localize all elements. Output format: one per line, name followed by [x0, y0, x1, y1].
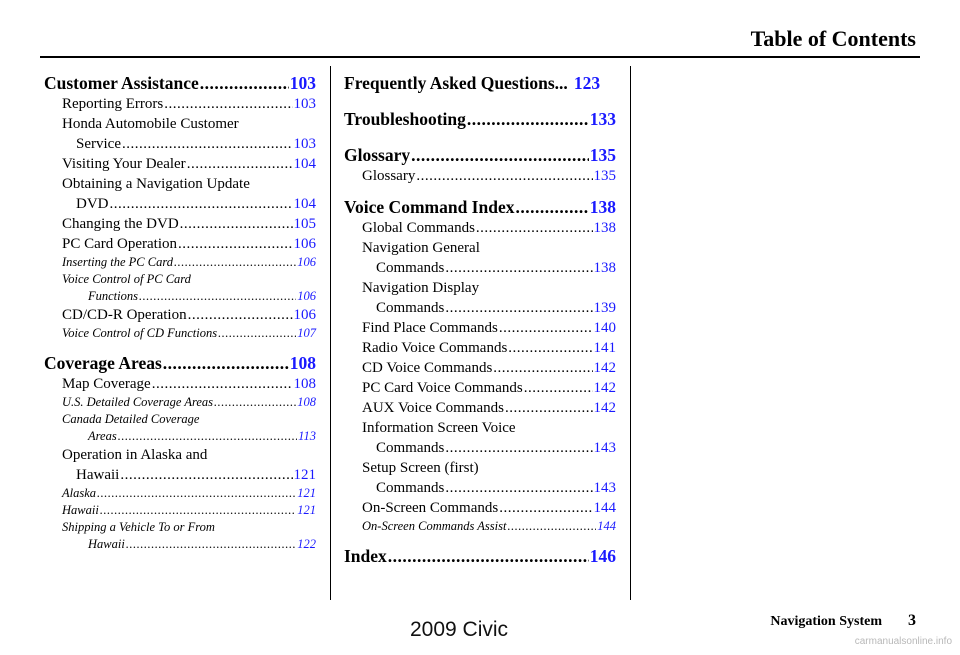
toc-entry-changing-dvd[interactable] — [44, 214, 316, 234]
toc-entry-voice-command-index[interactable] — [344, 196, 616, 218]
toc-label: Global Commands — [362, 220, 475, 236]
toc-label: On-Screen Commands Assist — [362, 519, 507, 533]
toc-label: Functions — [88, 289, 138, 303]
toc-entry-shipping-line1: Shipping a Vehicle To or From — [62, 520, 215, 534]
page-link[interactable]: 108 — [297, 395, 316, 409]
toc-entry-honda-service[interactable] — [44, 134, 316, 154]
leader-dots — [505, 398, 593, 418]
toc-label: Coverage Areas — [44, 353, 162, 373]
page-link[interactable]: 106 — [297, 255, 316, 269]
page-link[interactable]: 108 — [289, 353, 316, 373]
toc-entry-navdisp-line1: Navigation Display — [362, 280, 480, 296]
page-link[interactable]: 108 — [293, 376, 316, 392]
leader-dots — [100, 502, 296, 519]
leader-dots — [164, 94, 292, 114]
toc-entry-setup-commands[interactable] — [344, 478, 616, 498]
toc-label: Areas — [88, 429, 117, 443]
page-link[interactable]: 105 — [293, 216, 316, 232]
toc-label: PC Card Voice Commands — [362, 380, 523, 396]
toc-label: Voice Command Index — [344, 197, 515, 217]
toc-entry-customer-assistance[interactable] — [44, 72, 316, 94]
toc-label: Frequently Asked Questions... — [344, 73, 568, 93]
footer-section-label: Navigation System — [770, 614, 882, 629]
toc-entry-troubleshooting[interactable] — [344, 108, 616, 130]
page-link[interactable]: 103 — [293, 136, 316, 152]
page-title: Table of Contents — [750, 26, 916, 51]
page-link[interactable]: 121 — [293, 467, 316, 483]
page-link[interactable]: 140 — [593, 320, 616, 336]
toc-label: Inserting the PC Card — [62, 255, 173, 269]
page-link[interactable]: 106 — [293, 307, 316, 323]
toc-entry-global-commands[interactable] — [344, 218, 616, 238]
leader-dots — [493, 358, 592, 378]
leader-dots — [152, 374, 293, 394]
leader-dots — [467, 108, 589, 130]
toc-entry-glossary-sub[interactable] — [344, 166, 616, 186]
page-link[interactable]: 103 — [293, 96, 316, 112]
page-link[interactable]: 144 — [593, 500, 616, 516]
toc-left-column — [44, 68, 316, 553]
leader-dots — [445, 258, 592, 278]
model-label: 2009 Civic — [410, 618, 509, 641]
toc-entry-hawaii[interactable] — [44, 502, 316, 519]
leader-dots — [118, 428, 297, 445]
page-link[interactable]: 121 — [297, 486, 316, 500]
toc-label: Map Coverage — [62, 376, 151, 392]
toc-entry-aux-voice[interactable] — [344, 398, 616, 418]
toc-entry-onscreen-assist[interactable] — [344, 518, 616, 535]
page-link[interactable]: 107 — [297, 326, 316, 340]
leader-dots — [476, 218, 593, 238]
toc-entry-navdisp-commands[interactable] — [344, 298, 616, 318]
toc-label: Reporting Errors — [62, 96, 164, 112]
leader-dots — [445, 298, 592, 318]
toc-entry-glossary[interactable] — [344, 144, 616, 166]
leader-dots — [218, 325, 296, 342]
page-link[interactable]: 122 — [297, 537, 316, 551]
page-link[interactable]: 104 — [293, 156, 316, 172]
toc-label: Find Place Commands — [362, 320, 498, 336]
toc-label: Troubleshooting — [344, 109, 466, 129]
page-link[interactable]: 135 — [589, 145, 616, 165]
page-link[interactable]: 142 — [593, 400, 616, 416]
column-divider-left — [330, 66, 331, 600]
leader-dots — [110, 194, 293, 214]
leader-dots — [499, 498, 592, 518]
leader-dots — [180, 214, 293, 234]
toc-label: Glossary — [344, 145, 411, 165]
page-link[interactable]: 106 — [293, 236, 316, 252]
leader-dots — [499, 318, 593, 338]
toc-entry-us-coverage[interactable] — [44, 394, 316, 411]
leader-dots — [214, 394, 296, 411]
leader-dots — [445, 438, 592, 458]
toc-label: Glossary — [362, 168, 416, 184]
toc-entry-visiting-dealer[interactable] — [44, 154, 316, 174]
toc-label: Radio Voice Commands — [362, 340, 508, 356]
toc-entry-voice-pc-line1: Voice Control of PC Card — [62, 272, 191, 286]
page-link[interactable]: 142 — [593, 380, 616, 396]
toc-label: Voice Control of CD Functions — [62, 326, 218, 340]
toc-entry-info-commands[interactable] — [344, 438, 616, 458]
toc-label: Commands — [376, 260, 445, 276]
leader-dots — [120, 465, 292, 485]
leader-dots — [507, 518, 596, 535]
toc-entry-coverage-areas[interactable] — [44, 352, 316, 374]
page-link[interactable]: 141 — [593, 340, 616, 356]
page-link[interactable]: 139 — [593, 300, 616, 316]
leader-dots — [411, 144, 589, 166]
leader-dots — [445, 478, 592, 498]
page-link[interactable]: 142 — [593, 360, 616, 376]
page-link[interactable]: 138 — [593, 260, 616, 276]
leader-dots — [200, 72, 289, 94]
toc-entry-info-line1: Information Screen Voice — [362, 420, 516, 436]
toc-entry-setup-line1: Setup Screen (first) — [362, 460, 479, 476]
leader-dots — [416, 166, 592, 186]
leader-dots — [508, 338, 592, 358]
toc-label: PC Card Operation — [62, 236, 177, 252]
page-link[interactable]: 133 — [589, 109, 616, 129]
toc-label: AUX Voice Commands — [362, 400, 504, 416]
toc-entry-navgen-line1: Navigation General — [362, 240, 480, 256]
toc-label: Hawaii — [88, 537, 125, 551]
toc-entry-canada-line1: Canada Detailed Coverage — [62, 412, 200, 426]
leader-dots — [187, 154, 293, 174]
leader-dots — [515, 196, 588, 218]
toc-label: Changing the DVD — [62, 216, 179, 232]
leader-dots — [126, 536, 296, 553]
column-divider-right — [630, 66, 631, 600]
toc-entry-voice-cd[interactable] — [44, 325, 316, 342]
toc-right-column — [344, 68, 616, 567]
toc-entry-alaska-line1: Operation in Alaska and — [62, 447, 208, 463]
page-link[interactable]: 138 — [589, 197, 616, 217]
toc-label: Commands — [376, 300, 445, 316]
toc-label: Alaska — [62, 486, 97, 500]
page-link[interactable]: 144 — [597, 519, 616, 533]
page-link[interactable]: 135 — [593, 168, 616, 184]
toc-entry-reporting-errors[interactable] — [44, 94, 316, 114]
toc-label: U.S. Detailed Coverage Areas — [62, 395, 214, 409]
toc-label: Visiting Your Dealer — [62, 156, 186, 172]
leader-dots — [122, 134, 293, 154]
page-link[interactable]: 104 — [293, 196, 316, 212]
page-link[interactable]: 143 — [593, 440, 616, 456]
leader-dots — [163, 352, 289, 374]
toc-label: CD Voice Commands — [362, 360, 493, 376]
toc-label: Hawaii — [62, 503, 99, 517]
toc-label: Service — [76, 136, 121, 152]
leader-dots — [188, 305, 293, 325]
toc-entry-voice-pc-functions[interactable] — [44, 288, 316, 305]
toc-entry-pc-card[interactable] — [44, 234, 316, 254]
page-link[interactable]: 103 — [289, 73, 316, 93]
toc-entry-cd-voice[interactable] — [344, 358, 616, 378]
page-link[interactable]: 138 — [593, 220, 616, 236]
watermark: carmanualsonline.info — [854, 636, 952, 647]
toc-entry-pc-voice[interactable] — [344, 378, 616, 398]
page-link[interactable]: 146 — [589, 546, 616, 566]
toc-entry-find-place[interactable] — [344, 318, 616, 338]
toc-entry-navgen-commands[interactable] — [344, 258, 616, 278]
page-link[interactable]: 123 — [573, 73, 601, 93]
toc-entry-obtaining-line1: Obtaining a Navigation Update — [62, 176, 250, 192]
leader-dots — [97, 485, 296, 502]
leader-dots — [139, 288, 296, 305]
toc-entry-map-coverage[interactable] — [44, 374, 316, 394]
toc-label: CD/CD-R Operation — [62, 307, 187, 323]
toc-entry-cd-operation[interactable] — [44, 305, 316, 325]
page-link[interactable]: 113 — [298, 429, 316, 443]
toc-entry-shipping-hawaii[interactable] — [44, 536, 316, 553]
toc-entry-obtaining-dvd[interactable] — [44, 194, 316, 214]
toc-label: On-Screen Commands — [362, 500, 499, 516]
toc-label: Hawaii — [76, 467, 120, 483]
toc-entry-alaska[interactable] — [44, 485, 316, 502]
toc-label: Index — [344, 546, 387, 566]
leader-dots — [388, 545, 589, 567]
leader-dots — [178, 234, 293, 254]
page-link[interactable]: 121 — [297, 503, 316, 517]
toc-entry-onscreen[interactable] — [344, 498, 616, 518]
toc-entry-faq[interactable] — [344, 72, 616, 94]
toc-label: Commands — [376, 480, 445, 496]
toc-entry-radio-voice[interactable] — [344, 338, 616, 358]
toc-entry-index[interactable] — [344, 545, 616, 567]
toc-label: Customer Assistance — [44, 73, 199, 93]
toc-entry-canada-areas[interactable] — [44, 428, 316, 445]
toc-entry-inserting-pc-card[interactable] — [44, 254, 316, 271]
toc-label: DVD — [76, 196, 109, 212]
leader-dots — [524, 378, 593, 398]
page-link[interactable]: 106 — [297, 289, 316, 303]
toc-label: Commands — [376, 440, 445, 456]
footer-page-number: 3 — [908, 612, 916, 629]
leader-dots — [174, 254, 296, 271]
page-link[interactable]: 143 — [593, 480, 616, 496]
toc-entry-alaska-hawaii[interactable] — [44, 465, 316, 485]
title-rule — [40, 56, 920, 58]
toc-entry-honda-line1: Honda Automobile Customer — [62, 116, 239, 132]
